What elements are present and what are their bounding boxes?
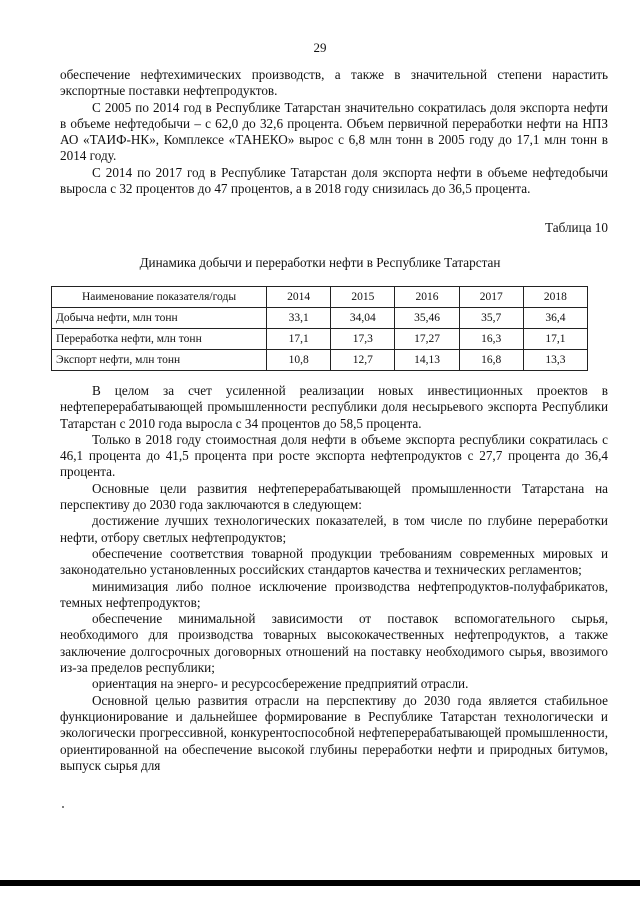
column-header-year: 2017 <box>459 287 523 308</box>
column-header-indicator: Наименование показателя/годы <box>52 287 267 308</box>
table-cell: 17,27 <box>395 329 459 350</box>
table-cell: 12,7 <box>331 350 395 371</box>
paragraph-export-share-2014-2017: С 2014 по 2017 год в Республике Татарстан доля экспорта нефти в объеме нефтедобычи выросла с 32 процентов до 47 процентов, а в 2018 году снизилась до 36,5 процента. <box>60 164 608 197</box>
column-header-year: 2014 <box>267 287 331 308</box>
paragraph-main-goal: Основной целью развития отрасли на перспективу до 2030 года является стабильное функционирование и дальнейшее формирование в Республике Татарстан технологически и экологически прогрессивной, конкурентоспособной нефтеперерабатывающей промышленности, ориентированной на обеспечение высокой глубины переработки нефти и природных битумов, выпуск сырья для <box>60 692 608 773</box>
table-cell: 17,1 <box>523 329 587 350</box>
table-cell: 14,13 <box>395 350 459 371</box>
table-cell: 16,8 <box>459 350 523 371</box>
table-row <box>52 350 588 371</box>
column-header-year: 2015 <box>331 287 395 308</box>
table-cell: 34,04 <box>331 308 395 329</box>
table-cell: 17,3 <box>331 329 395 350</box>
table-row <box>52 329 588 350</box>
paragraph-goals-intro: Основные цели развития нефтеперерабатывающей промышленности Татарстана на перспективу до 2030 года заключаются в следующем: <box>60 480 608 513</box>
list-item-goal: обеспечение соответствия товарной продукции требованиям современных мировых и законодательно установленных российских стандартов качества и технических регламентов; <box>60 545 608 578</box>
table-caption: Динамика добычи и переработки нефти в Республике Татарстан <box>139 255 501 270</box>
table-cell: 16,3 <box>459 329 523 350</box>
table-cell: 35,7 <box>459 308 523 329</box>
oil-dynamics-table <box>51 286 588 371</box>
table-cell: 13,3 <box>523 350 587 371</box>
list-item-goal: ориентация на энерго- и ресурсосбережение предприятий отрасли. <box>92 676 469 692</box>
column-header-year: 2016 <box>395 287 459 308</box>
row-label: Добыча нефти, млн тонн <box>52 308 267 329</box>
body-text <box>60 383 608 774</box>
row-label: Экспорт нефти, млн тонн <box>52 350 267 371</box>
list-item-goal: минимизация либо полное исключение производства нефтепродуктов-полуфабрикатов, темных нефтепродуктов; <box>60 578 608 610</box>
table-header-row <box>52 287 588 308</box>
paragraph-nonraw-export: В целом за счет усиленной реализации новых инвестиционных проектов в нефтеперерабатывающей промышленности республики доля несырьевого экспорта Республики Татарстан с 2010 года выросла с 34 процентов до 58,5 процента. <box>60 383 608 431</box>
paragraph-export-share-2005-2014: С 2005 по 2014 год в Республике Татарстан значительно сократилась доля экспорта нефти в объеме нефтедобычи – с 62,0 до 32,6 процента. Объем первичной переработки нефти на НПЗ АО «ТАИФ-НК», Комплексе «ТАНЕКО» вырос с 6,8 млн тонн в 2005 году до 17,1 млн тонн в 2014 году. <box>60 99 608 164</box>
table-cell: 10,8 <box>267 350 331 371</box>
table-row <box>52 308 588 329</box>
table-cell: 36,4 <box>523 308 587 329</box>
table-label: Таблица 10 <box>545 220 608 235</box>
page-number: 29 <box>313 40 327 55</box>
list-item-goal: достижение лучших технологических показателей, в том числе по глубине переработки нефти, отбору светлых нефтепродуктов; <box>60 513 608 545</box>
row-label: Переработка нефти, млн тонн <box>52 329 267 350</box>
table-cell: 35,46 <box>395 308 459 329</box>
scan-speck <box>62 806 64 808</box>
intro-text <box>60 67 608 197</box>
paragraph-export-value-2018: Только в 2018 году стоимостная доля нефти в объеме экспорта республики сократилась с 46,1 процента до 41,5 процента при росте экспорта нефтепродуктов с 27,7 процента до 36,4 процента. <box>60 431 608 480</box>
table-cell: 33,1 <box>267 308 331 329</box>
list-item-goal: обеспечение минимальной зависимости от поставок вспомогательного сырья, необходимого для производства товарных высококачественных нефтепродуктов, а также заключение долгосрочных договорных отношений на поставку необходимого сырья, ввозимого из-за пределов республики; <box>60 611 608 676</box>
paragraph-continuation: обеспечение нефтехимических производств, а также в значительной степени нарастить экспортные поставки нефтепродуктов. <box>60 67 608 99</box>
column-header-year: 2018 <box>523 287 587 308</box>
scan-bottom-edge <box>0 880 640 886</box>
table-cell: 17,1 <box>267 329 331 350</box>
